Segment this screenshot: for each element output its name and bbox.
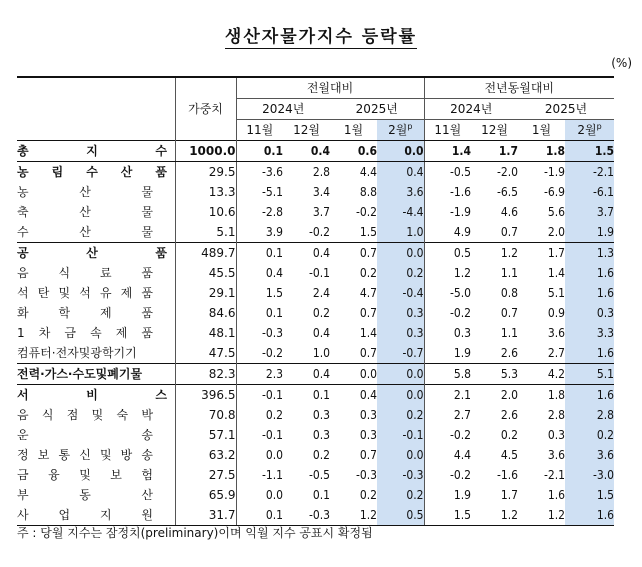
cell-yoy-0: 1.2 [424,263,471,283]
cell-mom-2: 0.7 [330,243,377,264]
cell-yoy-3: 1.6 [565,283,614,303]
table-row [17,385,614,406]
cell-mom-3: -0.7 [377,343,424,364]
row-label [17,465,175,485]
row-label [17,385,175,406]
row-label [17,364,175,385]
cell-yoy-1: 1.7 [500,488,518,502]
cell-mom-2: 4.7 [359,286,377,300]
row-label [17,283,175,303]
row-label [17,202,175,222]
cell-mom-2: 0.0 [330,364,377,385]
cell-yoy-1: -1.6 [496,468,518,482]
header-yoy-m1: 1월 [518,120,565,141]
row-weight: 82.3 [175,364,236,385]
header-weight: 가중치 [175,77,236,141]
cell-mom-2: 1.5 [359,225,377,239]
cell-yoy-2: -2.1 [543,468,565,482]
table-row [17,162,614,183]
cell-yoy-0: 1.9 [424,343,471,364]
row-label [17,505,175,526]
row-weight: 70.8 [175,405,236,425]
cell-yoy-2: 1.2 [518,505,565,526]
cell-mom-1: -0.5 [308,468,330,482]
cell-mom-0: -0.3 [261,326,283,340]
row-label [17,445,175,465]
cell-mom-0: 0.1 [236,505,283,526]
cell-yoy-0: -0.2 [424,465,471,485]
cell-mom-3: 0.5 [377,505,424,526]
cell-mom-0: -0.1 [261,428,283,442]
cell-mom-2: -0.2 [355,205,377,219]
row-label-text: 음 식 료 품 [17,266,153,280]
cell-mom-2: 0.2 [359,488,377,502]
cell-yoy-0: 5.8 [424,364,471,385]
table-row [17,283,614,303]
cell-yoy-1: 4.5 [500,448,518,462]
cell-mom-3: -0.1 [377,425,424,445]
row-weight: 1000.0 [175,141,236,162]
cell-yoy-2: 1.6 [547,488,565,502]
header-yoy-2024: 2024년 [424,99,518,120]
cell-yoy-3: 3.6 [565,445,614,465]
row-label-text: 서 비 스 [17,388,167,402]
cell-mom-3: -0.3 [377,465,424,485]
cell-yoy-1: 0.8 [500,286,518,300]
header-yoy: 전년동월대비 [424,77,614,99]
header-mom-m12: 12월 [283,120,330,141]
cell-yoy-2: 0.3 [547,428,565,442]
cell-yoy-0: 1.5 [424,505,471,526]
row-label-text: 부 동 산 [17,488,153,502]
cell-mom-0: 0.4 [265,266,283,280]
cell-yoy-3: 1.9 [565,222,614,243]
header-category [17,77,175,141]
cell-mom-1: 2.4 [312,286,330,300]
cell-mom-2: 0.2 [359,266,377,280]
price-index-table [17,76,614,526]
row-label-text: 수 산 물 [17,225,153,239]
row-weight: 27.5 [175,465,236,485]
header-yoy-m11: 11월 [424,120,471,141]
row-weight: 65.9 [175,485,236,505]
cell-mom-2: 4.4 [330,162,377,183]
cell-yoy-2: -6.9 [543,185,565,199]
header-yoy-2025: 2025년 [518,99,614,120]
row-label [17,182,175,202]
cell-yoy-0: -1.9 [424,202,471,222]
cell-yoy-0: -0.2 [424,303,471,323]
cell-mom-2: 0.7 [359,306,377,320]
cell-yoy-2: 4.2 [518,364,565,385]
cell-yoy-1: 4.6 [500,205,518,219]
header-mom: 전월대비 [306,81,354,95]
row-weight: 29.1 [175,283,236,303]
row-label [17,405,175,425]
row-label [17,425,175,445]
table-row [17,141,614,162]
row-weight: 5.1 [175,222,236,243]
cell-mom-3: 0.0 [377,445,424,465]
row-weight: 48.1 [175,323,236,343]
cell-yoy-3: 3.3 [565,323,614,343]
header-yoy-m2: 2월$^p$ [565,120,614,141]
cell-yoy-3: 1.5 [565,141,614,162]
row-label-text: 화 학 제 품 [17,306,153,320]
header-mom-2024: 2024년 [236,99,330,120]
cell-mom-0: 0.2 [265,408,283,422]
table-row [17,405,614,425]
cell-mom-1: 3.7 [312,205,330,219]
cell-mom-0: -5.1 [261,185,283,199]
cell-yoy-1: 2.6 [500,408,518,422]
cell-yoy-0: 2.1 [424,385,471,406]
table-row [17,263,614,283]
cell-yoy-3: -6.1 [565,182,614,202]
cell-yoy-0: 0.5 [424,243,471,264]
cell-mom-3: 1.0 [377,222,424,243]
cell-mom-1: 3.4 [312,185,330,199]
cell-mom-3: 0.3 [377,323,424,343]
cell-mom-1: -0.1 [308,266,330,280]
table-row [17,364,614,385]
cell-yoy-0: 0.3 [424,323,471,343]
cell-mom-2: 1.4 [359,326,377,340]
cell-yoy-0: -0.5 [424,162,471,183]
cell-yoy-2: 1.8 [518,141,565,162]
cell-mom-1: -0.3 [283,505,330,526]
cell-yoy-3: 3.7 [565,202,614,222]
row-label-text: 공 산 품 [17,246,167,260]
cell-mom-0: -2.8 [261,205,283,219]
cell-mom-2: 0.3 [359,428,377,442]
cell-mom-1: 0.2 [312,448,330,462]
row-label-text: 운 송 [17,428,153,442]
cell-yoy-3: 1.6 [565,343,614,364]
cell-yoy-3: 1.5 [565,485,614,505]
cell-mom-1: 0.3 [312,428,330,442]
row-weight: 31.7 [175,505,236,526]
row-label-text: 음 식 점 및 숙 박 [17,408,153,422]
header-mom-m2: 2월$^p$ [377,120,424,141]
cell-mom-1: 0.4 [283,141,330,162]
cell-yoy-3: 1.6 [565,385,614,406]
cell-mom-0: 0.0 [265,488,283,502]
row-label [17,263,175,283]
cell-yoy-1: 1.2 [471,505,518,526]
table-row [17,505,614,526]
cell-mom-2: 1.2 [330,505,377,526]
table-row [17,465,614,485]
cell-mom-1: 0.2 [312,306,330,320]
table-row [17,182,614,202]
cell-mom-0: 0.1 [265,306,283,320]
cell-yoy-0: 4.4 [424,445,471,465]
cell-yoy-3: 1.6 [565,505,614,526]
header-mom-2025: 2025년 [330,99,424,120]
cell-yoy-1: 0.7 [500,225,518,239]
cell-mom-0: -0.1 [236,385,283,406]
header-mom-m11: 11월 [236,120,283,141]
table-row [17,485,614,505]
table-row [17,303,614,323]
row-label-text: 금 융 및 보 험 [17,468,153,482]
row-weight: 84.6 [175,303,236,323]
cell-yoy-3: -2.1 [565,162,614,183]
cell-mom-2: 0.4 [330,385,377,406]
table-body [17,141,614,526]
cell-mom-1: 1.0 [312,346,330,360]
row-label [17,323,175,343]
cell-yoy-3: 0.2 [565,425,614,445]
row-label-text: 총 지 수 [17,144,167,158]
cell-yoy-3: 0.3 [565,303,614,323]
row-label [17,343,175,364]
cell-mom-3: -4.4 [377,202,424,222]
cell-mom-1: 0.1 [283,385,330,406]
row-weight: 47.5 [175,343,236,364]
cell-yoy-1: 1.1 [500,266,518,280]
row-weight: 45.5 [175,263,236,283]
cell-yoy-2: 5.6 [547,205,565,219]
row-label-text: 전력·가스·수도및폐기물 [17,367,143,381]
row-label-text: 정 보 통 신 및 방 송 [17,448,153,462]
cell-yoy-0: 1.9 [424,485,471,505]
row-label [17,485,175,505]
row-weight: 10.6 [175,202,236,222]
cell-yoy-2: 2.7 [547,346,565,360]
cell-yoy-0: -1.6 [424,182,471,202]
row-weight: 489.7 [175,243,236,264]
cell-mom-0: 0.1 [236,243,283,264]
cell-yoy-2: 1.8 [518,385,565,406]
cell-mom-0: -0.2 [261,346,283,360]
cell-mom-3: -0.4 [377,283,424,303]
cell-yoy-2: 5.1 [547,286,565,300]
cell-mom-3: 0.4 [377,162,424,183]
cell-mom-1: 0.4 [312,326,330,340]
cell-mom-3: 0.2 [377,263,424,283]
cell-mom-3: 0.0 [377,364,424,385]
cell-mom-1: 0.4 [283,243,330,264]
cell-yoy-1: 2.0 [471,385,518,406]
cell-mom-1: 0.3 [312,408,330,422]
cell-mom-2: 0.7 [359,346,377,360]
row-label-text: 농 림 수 산 품 [17,165,167,179]
row-weight: 29.5 [175,162,236,183]
cell-mom-3: 3.6 [377,182,424,202]
cell-mom-1: 0.1 [312,488,330,502]
row-weight: 63.2 [175,445,236,465]
cell-yoy-3: 5.1 [565,364,614,385]
row-label-text: 사 업 지 원 [17,508,153,522]
cell-mom-0: -3.6 [236,162,283,183]
cell-mom-0: 0.0 [265,448,283,462]
table-row [17,343,614,364]
cell-mom-1: 2.8 [283,162,330,183]
cell-yoy-0: -5.0 [424,283,471,303]
cell-yoy-1: 5.3 [471,364,518,385]
cell-mom-3: 0.0 [377,243,424,264]
header-yoy-m12: 12월 [471,120,518,141]
cell-mom-3: 0.0 [377,141,424,162]
cell-yoy-1: 2.6 [500,346,518,360]
cell-yoy-0: -0.2 [424,425,471,445]
row-label [17,162,175,183]
cell-mom-3: 0.2 [377,485,424,505]
cell-yoy-1: 0.7 [500,306,518,320]
cell-yoy-2: 2.0 [547,225,565,239]
cell-yoy-1: 1.2 [471,243,518,264]
table-row [17,425,614,445]
cell-yoy-1: 1.1 [500,326,518,340]
row-label-text: 농 산 물 [17,185,153,199]
table-title: 생산자물가지수 등락률 [224,27,418,47]
cell-mom-0: -1.1 [261,468,283,482]
table-row [17,445,614,465]
cell-mom-0: 0.1 [236,141,283,162]
cell-yoy-1: -2.0 [471,162,518,183]
cell-mom-2: 0.7 [359,448,377,462]
row-label [17,243,175,264]
row-label-text: 1 차 금 속 제 품 [17,326,153,340]
cell-mom-1: 0.4 [283,364,330,385]
cell-yoy-3: 2.8 [565,405,614,425]
cell-yoy-1: 1.7 [471,141,518,162]
row-label-text: 축 산 물 [17,205,153,219]
table-row [17,202,614,222]
cell-yoy-0: 1.4 [424,141,471,162]
footnote: 주 : 당월 지수는 잠정치(preliminary)이며 익월 지수 공표시 확정됨 [17,526,373,540]
row-label [17,303,175,323]
cell-yoy-1: -6.5 [496,185,518,199]
cell-yoy-2: 3.6 [547,448,565,462]
row-label-text: 컴퓨터·전자및광학기기 [17,346,137,360]
cell-yoy-3: 1.6 [565,263,614,283]
cell-mom-1: -0.2 [308,225,330,239]
table-row [17,323,614,343]
cell-mom-0: 3.9 [265,225,283,239]
row-weight: 57.1 [175,425,236,445]
table-row [17,222,614,243]
cell-mom-2: -0.3 [355,468,377,482]
unit-label: (%) [611,56,632,70]
cell-mom-3: 0.3 [377,303,424,323]
table-row [17,243,614,264]
row-label [17,141,175,162]
cell-yoy-3: -3.0 [565,465,614,485]
cell-yoy-0: 4.9 [424,222,471,243]
cell-yoy-2: 0.9 [547,306,565,320]
cell-yoy-2: 1.7 [518,243,565,264]
row-label [17,222,175,243]
cell-yoy-2: 1.4 [547,266,565,280]
row-label-text: 석 탄 및 석 유 제 품 [17,286,153,300]
cell-yoy-1: 0.2 [500,428,518,442]
row-weight: 396.5 [175,385,236,406]
cell-mom-0: 1.5 [265,286,283,300]
cell-yoy-2: 3.6 [547,326,565,340]
cell-mom-2: 0.6 [330,141,377,162]
cell-mom-0: 2.3 [236,364,283,385]
cell-mom-2: 8.8 [359,185,377,199]
cell-mom-3: 0.0 [377,385,424,406]
cell-yoy-0: 2.7 [424,405,471,425]
cell-mom-3: 0.2 [377,405,424,425]
cell-yoy-3: 1.3 [565,243,614,264]
row-weight: 13.3 [175,182,236,202]
header-mom-m1: 1월 [330,120,377,141]
cell-yoy-2: 2.8 [547,408,565,422]
cell-yoy-2: -1.9 [518,162,565,183]
cell-mom-2: 0.3 [359,408,377,422]
